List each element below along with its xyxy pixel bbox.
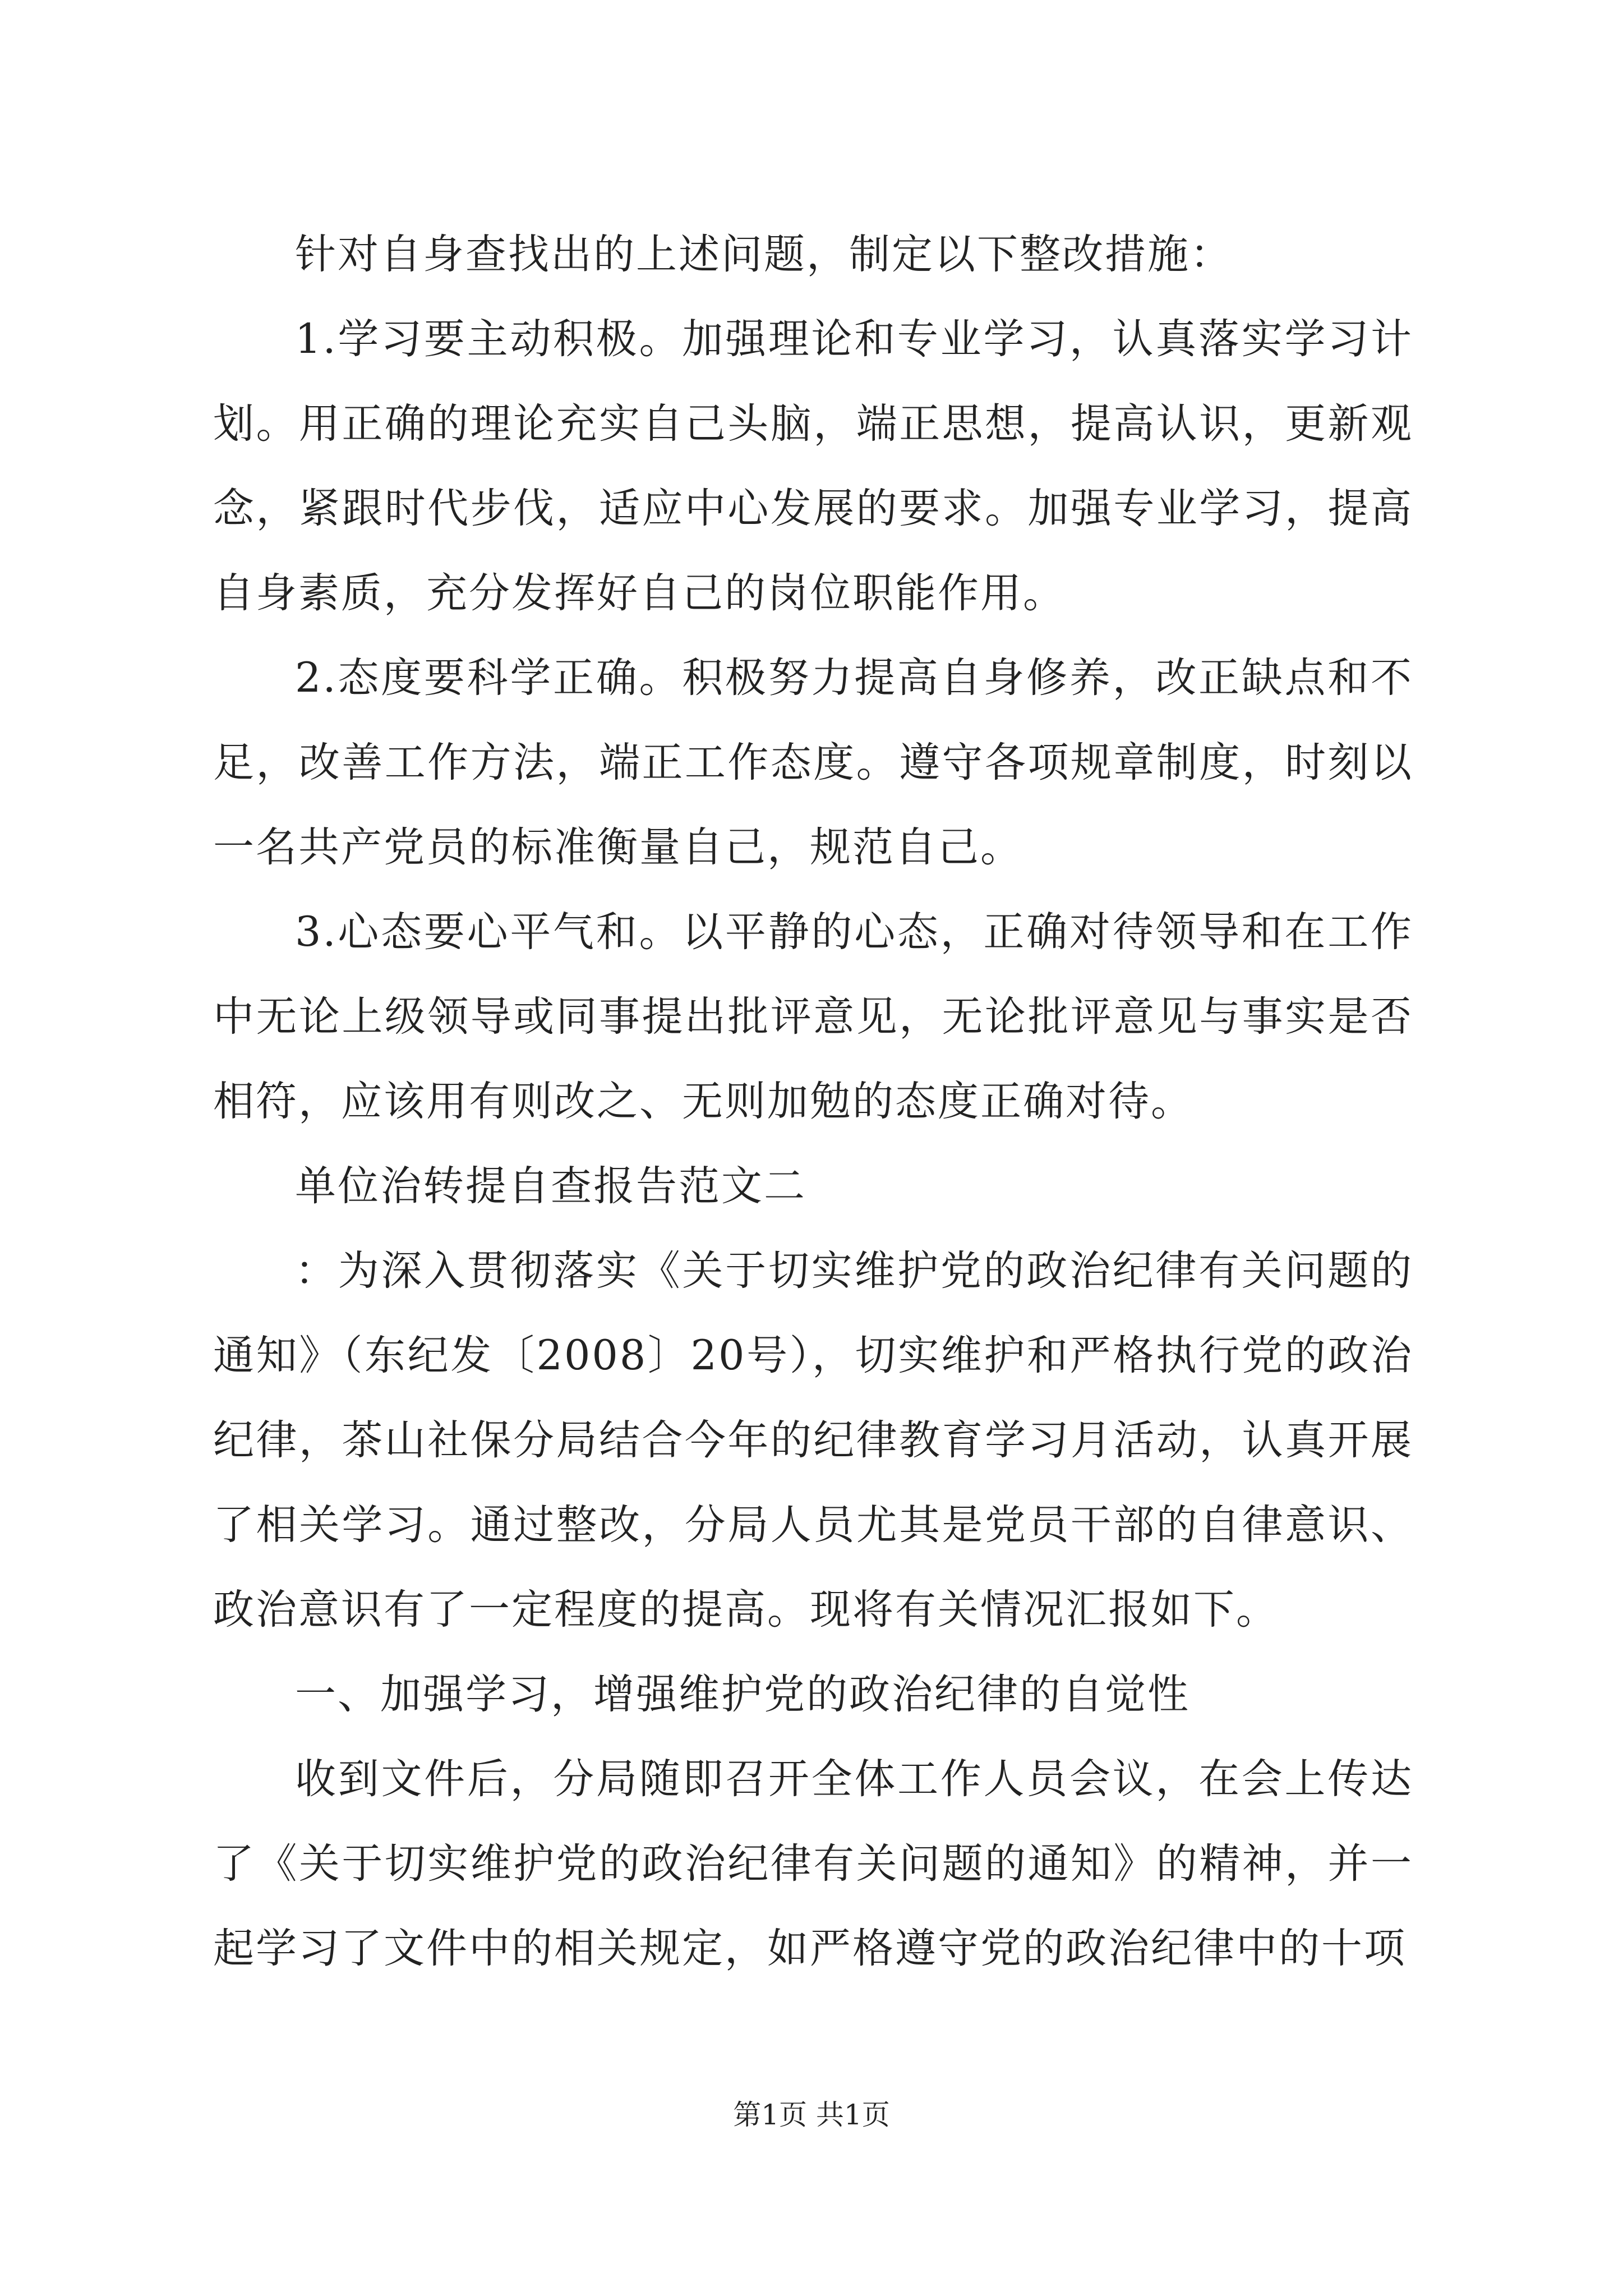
paragraph-intro: 针对自身查找出的上述问题，制定以下整改措施： (295, 231, 1233, 278)
section-heading: 单位治转提自查报告范文二 (295, 1162, 806, 1210)
paragraph-measure-3: 3.心态要心平气和。以平静的心态，正确对待领导和在工作中无论上级领导或同事提出批评意见，无论批评意见与事实是否相符，应该用有则改之、无则加勉的态度正确对待。 (213, 908, 1413, 1125)
subsection-heading: 一、加强学习，增强维护党的政治纪律的自觉性 (295, 1671, 1190, 1718)
paragraph-measure-1: 1.学习要主动积极。加强理论和专业学习，认真落实学习计划。用正确的理论充实自己头脑，端正思想，提高认识，更新观念，紧跟时代步伐，适应中心发展的要求。加强专业学习，提高自身素质，充分发挥好自己的岗位职能作用。 (213, 315, 1413, 617)
paragraph-measure-2: 2.态度要科学正确。积极努力提高自身修养，改正缺点和不足，改善工作方法，端正工作态度。遵守各项规章制度，时刻以一名共产党员的标准衡量自己，规范自己。 (213, 654, 1413, 871)
document-body (213, 212, 1413, 1991)
page-footer: 第1页 共1页 (733, 2099, 890, 2131)
paragraph-study: 收到文件后，分局随即召开全体工作人员会议，在会上传达了《关于切实维护党的政治纪律有关问题的通知》的精神，并一起学习了文件中的相关规定，如严格遵守党的政治纪律中的十项 (213, 1755, 1413, 1972)
paragraph-background: ：为深入贯彻落实《关于切实维护党的政治纪律有关问题的通知》（东纪发〔2008〕20号），切实维护和严格执行党的政治纪律，茶山社保分局结合今年的纪律教育学习月活动，认真开展了相关学习。通过整改，分局人员尤其是党员干部的自律意识、政治意识有了一定程度的提高。现将有关情况汇报如下。 (213, 1247, 1413, 1634)
